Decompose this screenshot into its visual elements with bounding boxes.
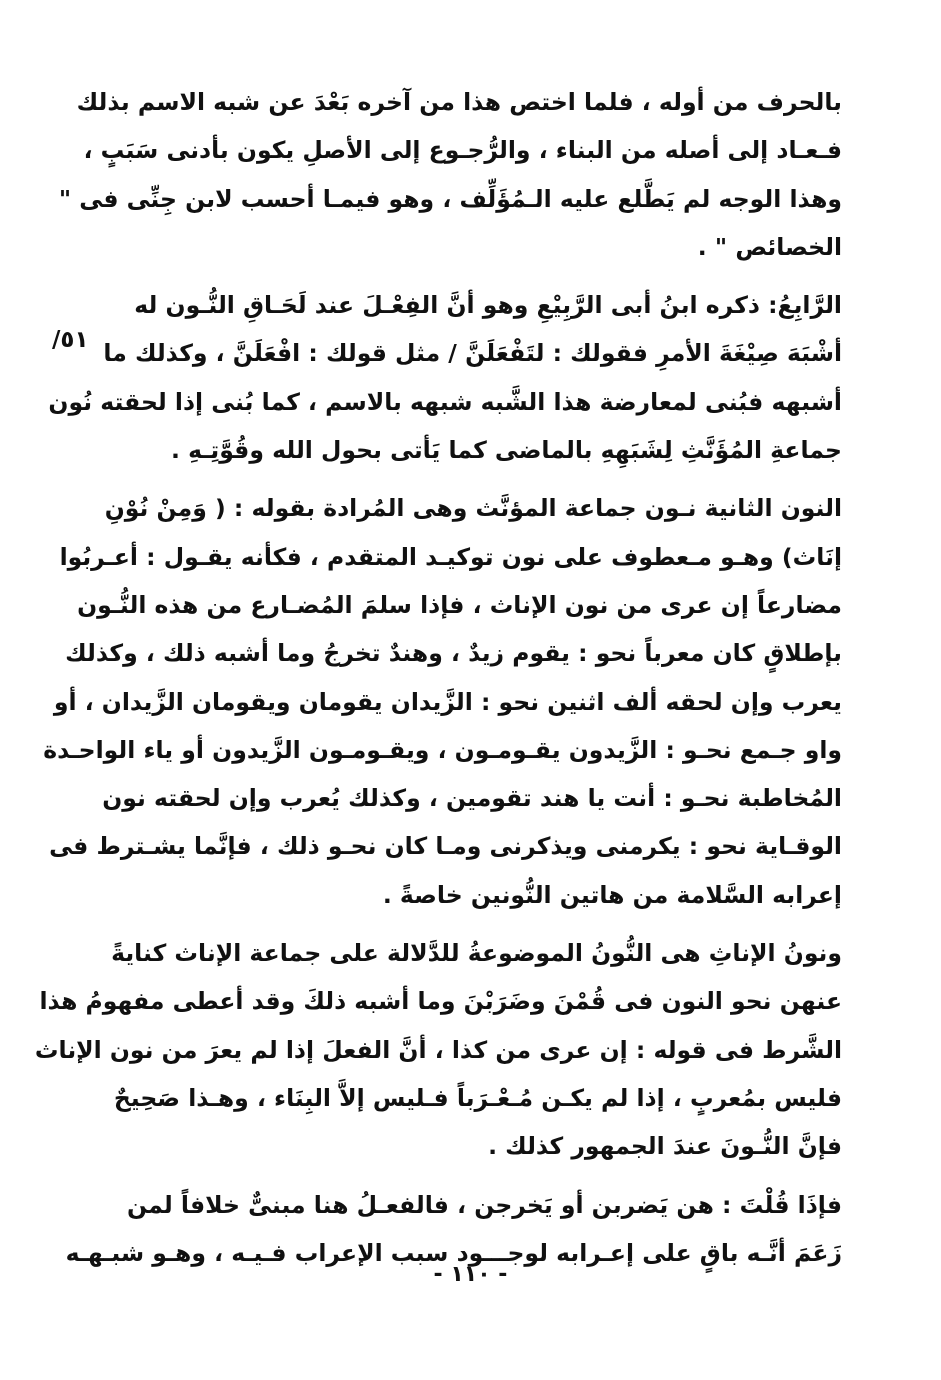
text-line: فإذَا قُلْتَ : هن يَضربن أو يَخرجن ، فالفعـلُ هنا مبنىٌّ خلافاً لمن [127,1190,842,1219]
text-line: فإنَّ النُّـونَ عندَ الجمهور كذلك . [488,1132,842,1161]
text-line: أشبهه فبُنى لمعارضة هذا الشَّبه شبهه بالاسم ، كما بُنى إذا لحقته نُون [48,387,842,416]
text-line: فـعـاد إلى أصله من البناء ، والرُّجـوع إلى الأصلِ يكون بأدنى سَبَبٍ ، [83,136,842,165]
text-line: إنَاث) وهـو مـعطوف على نون توكيـد المتقدم ، فكأنه يقـول : أعـربُوا [59,542,842,571]
text-line: الرَّابِعُ: ذكره ابنُ أبى الرَّبِيْعِ وهو أنَّ الفِعْـلَ عند لَحَـاقِ النُّـون له [134,291,842,320]
text-line: عنهن نحو النون فى قُمْنَ وضَرَبْنَ وما أشبه ذلكَ وقد أعطى مفهومُ هذا [39,987,842,1016]
text-line: واو جـمع نحـو : الزَّيدون يقـومـون ، ويقـومـون الزَّيدون أو ياء الواحـدة [43,735,842,764]
text-line: يعرب وإن لحقه ألف اثنين نحو : الزَّيدان يقومان ويقومان الزَّيدان ، أو [53,687,842,716]
paragraph-1 [58,78,842,271]
text-line: فليس بمُعربٍ ، إذا لم يكـن مُـعْـرَباً فـليس إلاَّ البِنَاء ، وهـذا صَحِيحٌ [113,1083,842,1112]
text-line: الشَّرط فى قوله : إن عرى من كذا ، أنَّ الفعلَ إذا لم يعرَ من نون الإناث [34,1035,842,1064]
text-line: أشْبَهَ صِيْغَةَ الأمرِ فقولك : لتَفْعَلَنَّ / مثل قولك : افْعَلَنَّ ، وكذلك ما [103,339,842,368]
text-line: وهذا الوجه لم يَطَّلع عليه الـمُؤَلِّف ، وهو فيمـا أحسب لابن جِنِّى فى " [58,184,842,213]
text-line: بإطلاقٍ كان معرباً نحو : يقوم زيدٌ ، وهندٌ تخرجُ وما أشبه ذلك ، وكذلك [65,639,842,668]
text-line: جماعةِ المُؤَنَّثِ لِشَبَهِهِ بالماضى كما يَأتى بحول الله وقُوَّتِـهِ . [170,436,842,465]
paragraph-3 [43,484,842,919]
text-line: زَعَمَ أنَّـه باقٍ على إعـرابه لوجـــود سبب الإعراب فـيـه ، وهـو شبـهـه [65,1238,842,1267]
margin-folio-note: ٥١/ [52,327,89,353]
text-line: بالحرف من أوله ، فلما اختص هذا من آخره بَعْدَ عن شبه الاسم بذلك [76,88,842,116]
text-line: إعرابه السَّلامة من هاتين النُّونين خاصةً . [382,880,842,909]
paragraph-4 [34,929,842,1170]
page-number: - ١١٠ - [433,1262,508,1287]
text-line: ونونُ الإناثِ هى النُّونُ الموضوعةُ للدَّلالة على جماعة الإناث كنايةً [111,939,842,968]
text-line: مضارعاً إن عرى من نون الإناث ، فإذا سلمَ المُضـارع من هذه النُّـون [77,590,842,619]
text-line: المُخاطبة نحـو : أنت يا هند تقومين ، وكذلك يُعرب وإن لحقته نون [102,784,842,813]
text-line: الوقـاية نحو : يكرمنى ويذكرنى ومـا كان نحـو ذلك ، فإنَّما يشـترط فى [49,832,842,861]
text-line: النون الثانية نـون جماعة المؤنَّث وهى المُرادة بقوله : ( وَمِنْ نُوْنِ [104,494,842,523]
text-line: الخصائص " . [697,232,842,261]
